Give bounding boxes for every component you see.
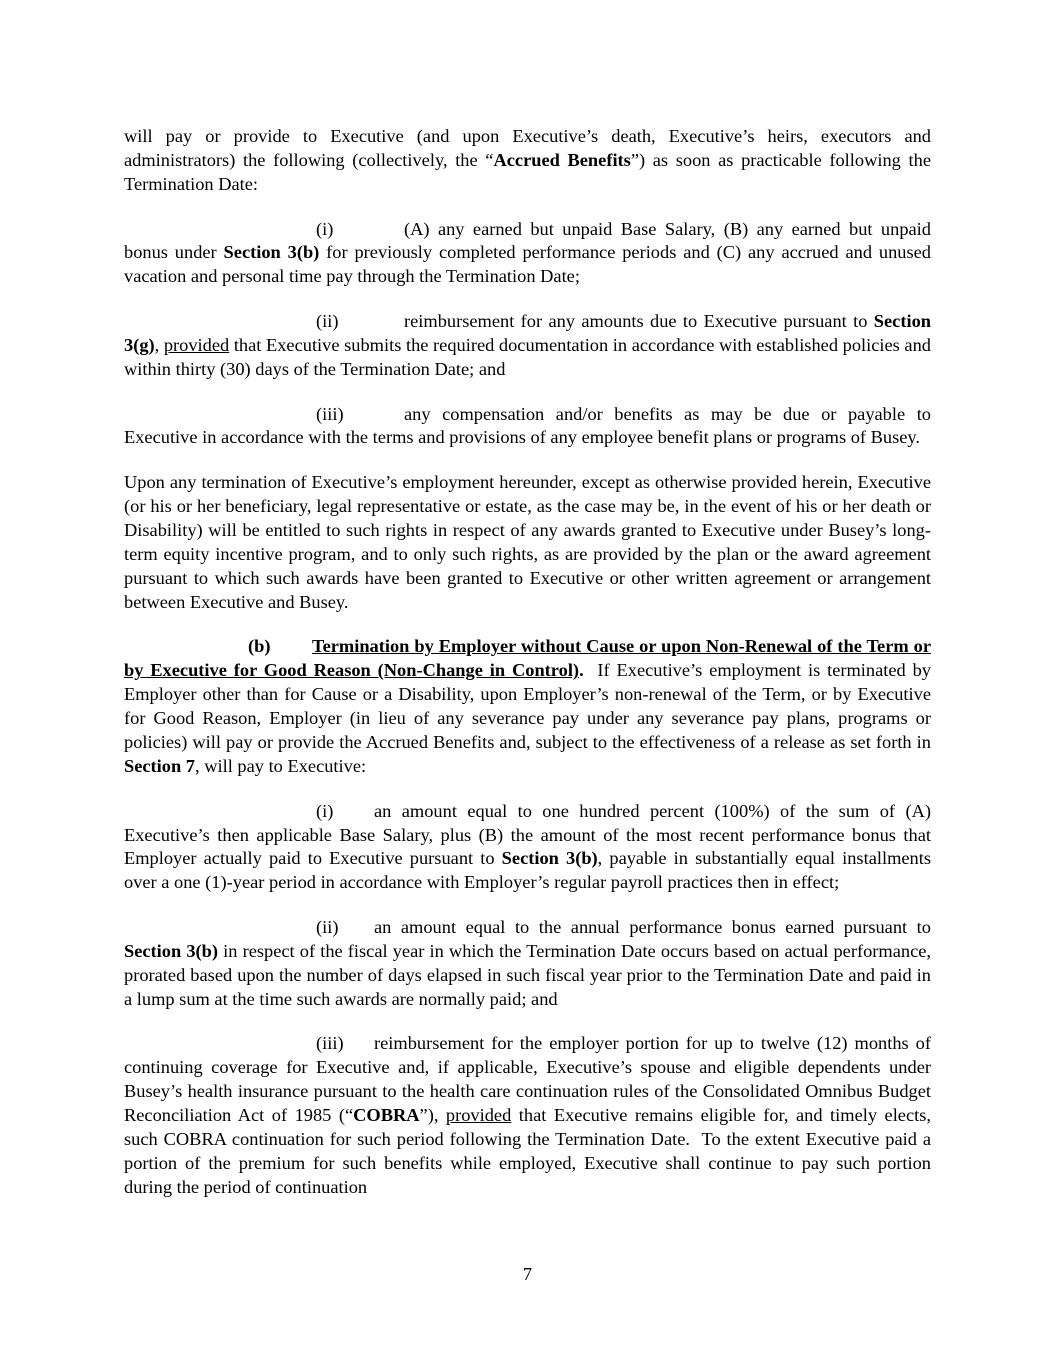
text-run: an amount equal to one hundred percent (100%) of the sum of (A) Executive’s then applicable Base Salary, plus (B) the amount of the most recent performance bonus that Employer actually paid to Executive pursuant to [124,800,931,869]
text-run: ”), [419,1105,446,1126]
clause-b-iii [124,1032,936,1199]
section-reference: Section 7 [124,755,196,776]
underlined-term: provided [163,334,230,355]
text-run: reimbursement for the employer portion for up to twelve (12) months of continuing coverage for Executive and, if applicable, Executive’s spouse and eligible dependents under Busey’s health insurance pursuant to the health care continuation rules of the Consolidated Omnibus Budget Reconciliation Act of 1985 (“ [124,1033,931,1126]
defined-term-cobra: COBRA [353,1105,420,1126]
text-run: , payable in substantially equal installments over a one (1)-year period in accordance with Employer’s regular payroll practices then in effect; [124,848,932,893]
text-run: for previously completed performance periods and (C) any accrued and unused vacation and personal time pay through the Termination Date; [124,242,931,287]
clause-label: (i) [316,800,334,821]
heading-period: . [579,660,584,681]
clause-a-ii [124,310,931,382]
page-number: 7 [522,1264,533,1284]
section-reference: Section 3(g) [124,311,931,355]
underlined-term: provided [445,1105,512,1126]
section-heading: Termination by Employer without Cause or upon Non-Renewal of the Term or by Executive for Good Reason (Non-Change in Control) [124,636,931,681]
document-page [124,125,936,1221]
section-reference: Section 3(b) [501,848,598,869]
text-run: that Executive remains eligible for, and timely elects, such COBRA continuation for such period following the Termination Date. To the extent Executive paid a portion of the premium for such benefits while employed, Executive shall continue to pay such portion during the period of continuation [124,1105,936,1197]
clause-b-ii [124,916,931,1012]
clause-a-i [124,218,931,290]
clause-b-i [124,800,931,896]
defined-term-accrued-benefits: Accrued Benefits [493,149,631,170]
section-reference: Section 3(b) [124,940,219,961]
clause-label: (iii) [316,403,344,424]
text-run: will pay or provide to Executive (and upon Executive’s death, Executive’s heirs, executors and administrators) the following (collectively, the “ [124,126,931,170]
text-run: an amount equal to the annual performance bonus earned pursuant to [374,917,931,938]
clause-label: (ii) [316,917,339,938]
text-run: ”) as soon as practicable following the Termination Date: [124,149,931,194]
text-run: in respect of the fiscal year in which the Termination Date occurs based on actual performance, prorated based upon the number of days elapsed in such fiscal year prior to the Termination Date and paid in a lump sum at the time such awards are normally paid; and [124,940,932,1009]
text-run: that Executive submits the required documentation in accordance with established policies and within thirty (30) days of the Termination Date; and [124,334,931,379]
text-run: reimbursement for any amounts due to Executive pursuant to [404,311,874,332]
text-run: If Executive’s employment is terminated by Employer other than for Cause or a Disability, upon Employer’s non-renewal of the Term, or by Executive for Good Reason, Employer (in lieu of any severance pay under any severance pay plans, programs or policies) will pay or provide the Accrued Benefits and, subject to the effectiveness of a release as set forth in [124,660,936,753]
text-run: (A) any earned but unpaid Base Salary, (B) any earned but unpaid bonus under [124,218,931,263]
clause-label: (iii) [316,1033,344,1054]
text-run: , [154,334,164,355]
equity-awards-paragraph [124,471,931,614]
text-run: any compensation and/or benefits as may be due or payable to Executive in accordance with the terms and provisions of any employee benefit plans or programs of Busey. [124,403,931,448]
clause-label: (i) [316,218,334,239]
clause-a-iii [124,403,931,451]
section-reference: Section 3(b) [223,242,320,263]
clause-label: (ii) [316,311,339,332]
text-run: , will pay to Executive: [195,755,367,776]
intro-paragraph [124,125,931,197]
section-label: (b) [248,636,271,657]
text-run: Upon any termination of Executive’s employment hereunder, except as otherwise provided herein, Executive (or his or her beneficiary, legal representative or estate, as the case may be, in the event of his or her death or Disability) will be entitled to such rights in respect of any awards granted to Executive under Busey’s long-term equity incentive program, and to only such rights, as are provided by the plan or the award agreement pursuant to which such awards have been granted to Executive or other written agreement or arrangement between Executive and Busey. [124,472,931,612]
section-b [124,635,936,778]
